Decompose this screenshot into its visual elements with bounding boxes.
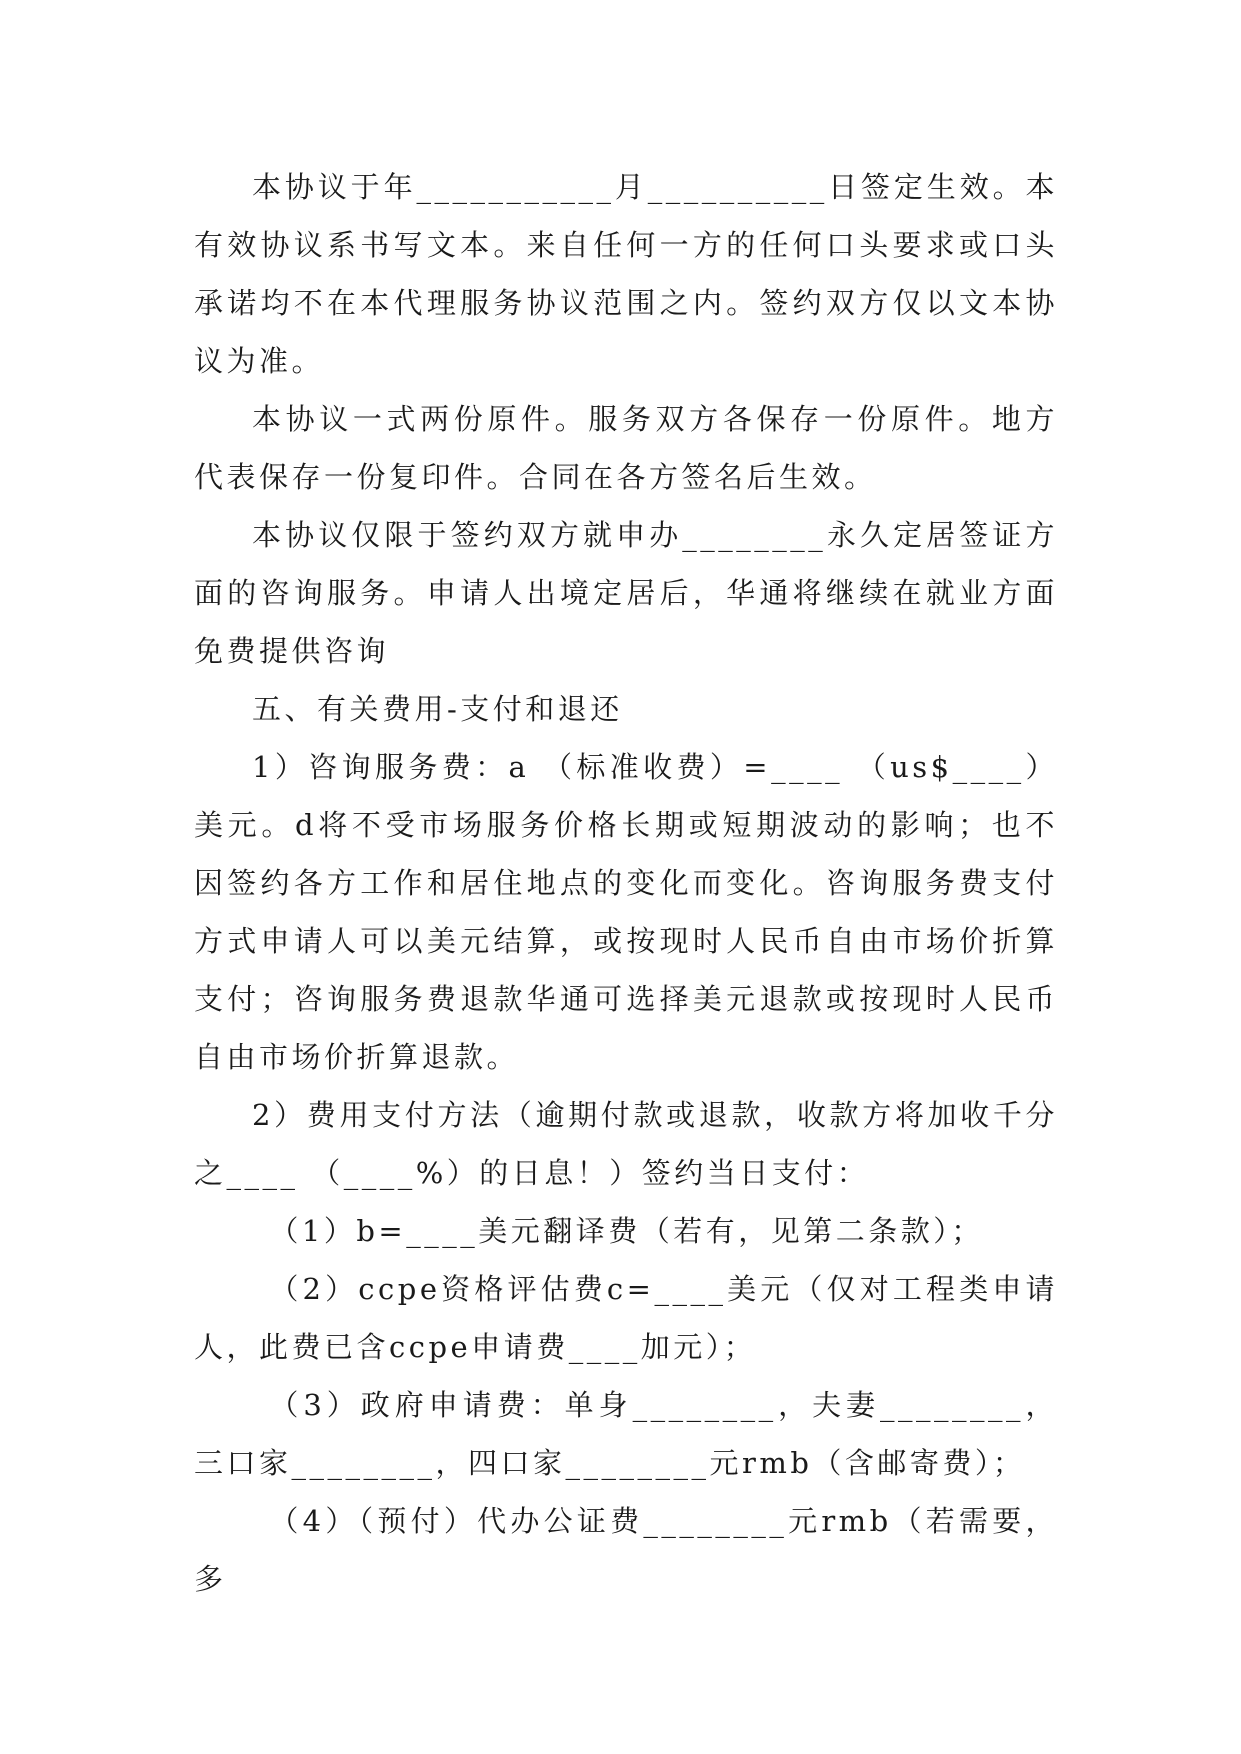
item-government-fee: （3）政府申请费：单身________，夫妻________，三口家________，四口家________元rmb（含邮寄费）； bbox=[194, 1388, 1058, 1480]
paragraph-effective-date: 本协议于年___________月__________日签定生效。本有效协议系书写文本。来自任何一方的任何口头要求或口头承诺均不在本代理服务协议范围之内。签约双方仅以文本协议为准。 bbox=[194, 170, 1058, 378]
section-heading-fees: 五、有关费用-支付和退还 bbox=[252, 692, 623, 726]
document-page bbox=[194, 158, 1058, 1608]
paragraph-scope: 本协议仅限于签约双方就申办________永久定居签证方面的咨询服务。申请人出境定居后，华通将继续在就业方面免费提供咨询 bbox=[194, 518, 1058, 668]
paragraph-originals: 本协议一式两份原件。服务双方各保存一份原件。地方代表保存一份复印件。合同在各方签名后生效。 bbox=[194, 402, 1058, 494]
item-translation-fee: （1）b=____美元翻译费（若有，见第二条款）； bbox=[269, 1214, 984, 1248]
item-notary-fee: （4）（预付）代办公证费________元rmb（若需要，多 bbox=[194, 1504, 1058, 1596]
item-ccpe-fee: （2）ccpe资格评估费c=____美元（仅对工程类申请人，此费已含ccpe申请费____加元）； bbox=[194, 1272, 1058, 1364]
paragraph-payment-method: 2）费用支付方法（逾期付款或退款，收款方将加收千分之____ （____%）的日息！）签约当日支付： bbox=[194, 1098, 1058, 1190]
paragraph-consulting-fee: 1）咨询服务费：a （标准收费）=____ （us$____）美元。d将不受市场服务价格长期或短期波动的影响；也不因签约各方工作和居住地点的变化而变化。咨询服务费支付方式申请人可以美元结算，或按现时人民币自由市场价折算支付；咨询服务费退款华通可选择美元退款或按现时人民币自由市场价折算退款。 bbox=[194, 750, 1058, 1074]
